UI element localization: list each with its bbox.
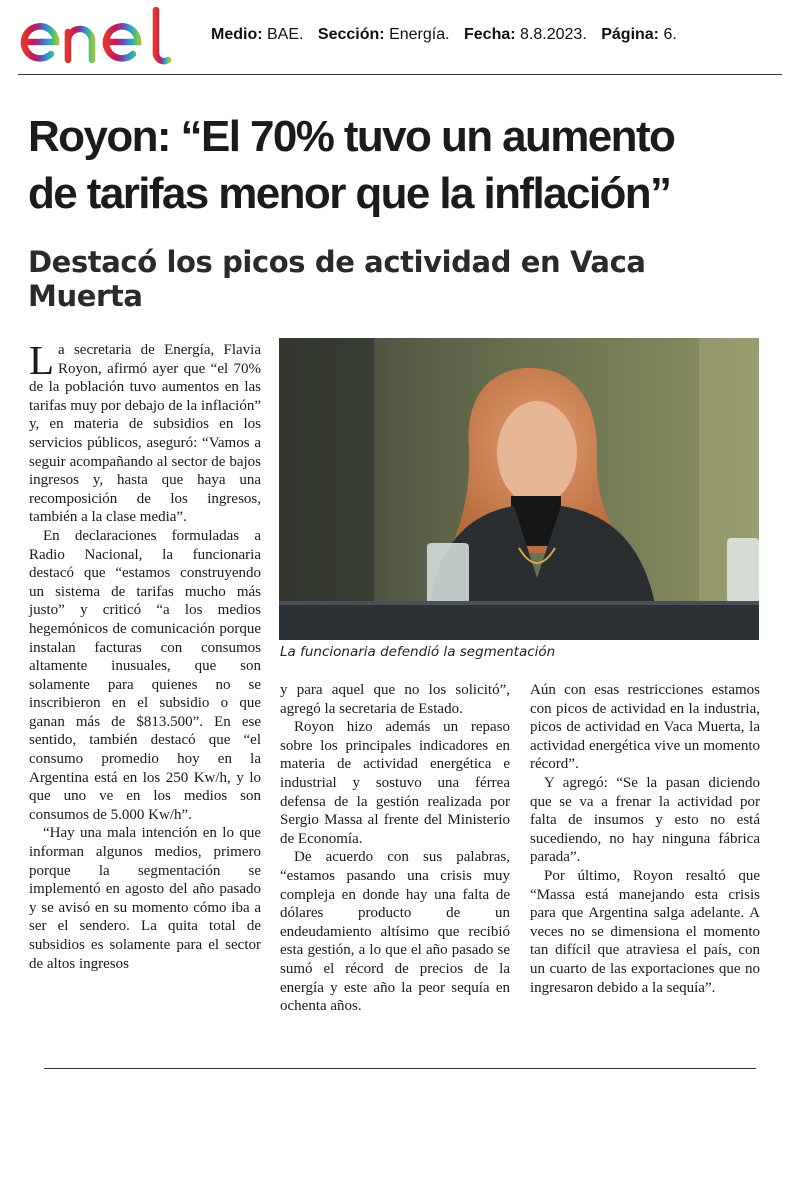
- fecha-label: Fecha:: [464, 26, 516, 43]
- enel-logo: [18, 2, 188, 70]
- paragraph-3: “Hay una mala intención en lo que informan algunos medios, primero porque la segmentación se implementó en agosto del año pasado y se avisó en su momento cómo iba a ser el sendero. La quita total de subsidios es solamente para el sector de altos ingresos: [29, 825, 261, 972]
- paragraph-5: Royon hizo además un repaso sobre los principales indicadores en materia de actividad energética e industrial y sostuvo una férrea defensa de la gestión realizada por Sergio Massa al frente del Ministerio de Economía.: [280, 719, 510, 847]
- paragraph-1-text: a secretaria de Energía, Flavia Royon, afirmó ayer que “el 70% de la población tuvo aumentos en las tarifas muy por debajo de la inflación” y, en materia de subsidios en los servicios públicos, aseguró: “Vamos a seguir acompañando al sector de bajos ingresos y, hasta que haya una recomposición de los ingresos, también a la clase media”.: [29, 342, 261, 526]
- article-column-3: [530, 681, 760, 997]
- article-column-1: [29, 337, 261, 973]
- footer-divider: [44, 1068, 756, 1069]
- article-column-2: [280, 681, 510, 1016]
- headline-line-1: Royon: “El 70% tuvo un aumento: [28, 112, 675, 161]
- photo-caption: La funcionaria defendió la segmentación: [280, 644, 556, 660]
- seccion-label: Sección:: [317, 26, 385, 43]
- paragraph-6: De acuerdo con sus palabras, “estamos pasando una crisis muy compleja en donde hay una falta de dólares producto de un endeudamiento altísimo que recibió esta gestión, a lo que el año pasado se sumó el récord de precios de la energía y este año la peor sequía en ochenta años.: [280, 849, 510, 1015]
- publication-meta: [211, 26, 677, 44]
- header-divider: [18, 74, 782, 75]
- paragraph-8: Y agregó: “Se la pasan diciendo que se va a frenar la actividad por falta de insumos y esto no está sucediendo, no hay ninguna fábrica parada”.: [530, 774, 760, 866]
- paragraph-4: y para aquel que no los solicitó”, agregó la secretaria de Estado.: [280, 682, 510, 717]
- paragraph-1: [29, 337, 261, 527]
- drop-cap: L: [29, 337, 55, 383]
- article-headline: [28, 108, 768, 222]
- article-photo: [279, 338, 759, 640]
- medio-value: BAE.: [267, 26, 304, 43]
- pagina-value: 6.: [663, 26, 677, 43]
- paragraph-7: Aún con esas restricciones estamos con picos de actividad en la industria, picos de actividad en Vaca Muerta, la actividad energética vive un momento récord”.: [530, 682, 760, 773]
- fecha-value: 8.8.2023.: [520, 26, 587, 43]
- headline-line-2: de tarifas menor que la inflación”: [28, 169, 671, 218]
- paragraph-9: Por último, Royon resaltó que “Massa está manejando esta crisis para que Argentina salga adelante. A veces no se dimensiona el momento tan difícil que atraviesa el país, con un cuarto de las exportaciones que no ingresaron debido a la sequía”.: [530, 867, 760, 996]
- article-subhead: Destacó los picos de actividad en Vaca Muerta: [28, 245, 646, 313]
- seccion-value: Energía.: [389, 26, 450, 43]
- pagina-label: Página:: [601, 26, 660, 43]
- paragraph-2: En declaraciones formuladas a Radio Nacional, la funcionaria destacó que “estamos construyendo un sistema de tarifas mucho más justo” y criticó “a los medios hegemónicos de comunicación porque instalan facturas con consumos altamente inusuales, que son solamente para quienes no se inscribieron en el subsidio o que ganan más de $813.500”. En ese sentido, también destacó que “el consumo promedio hoy en la Argentina está en los 250 Kw/h, y lo que uno ve en los medios son consumos de 5.000 Kw/h”.: [29, 527, 261, 823]
- medio-label: Medio:: [211, 26, 263, 43]
